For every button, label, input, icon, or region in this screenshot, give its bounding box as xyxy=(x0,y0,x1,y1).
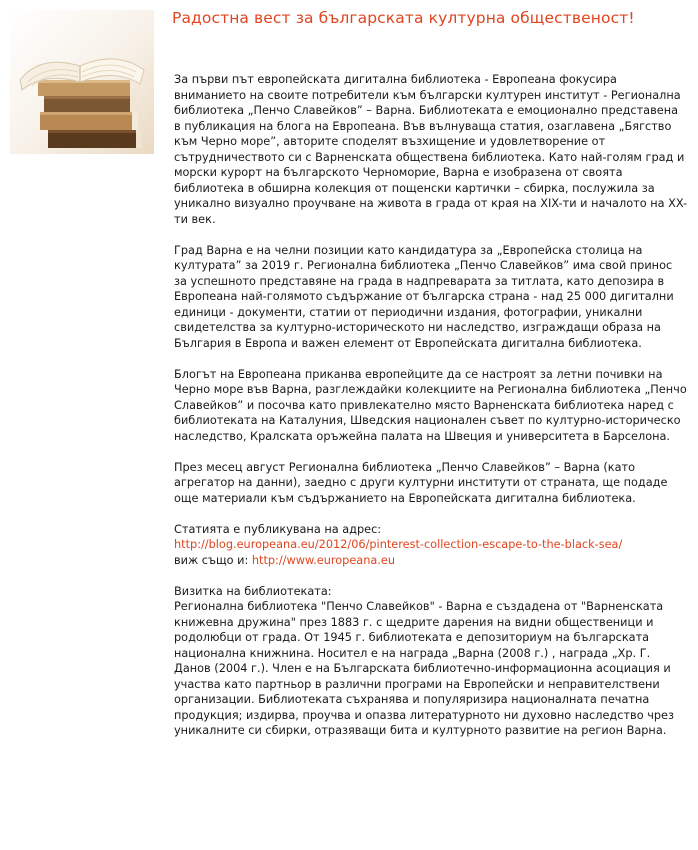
library-profile xyxy=(174,584,688,739)
article-paragraph: През месец август Регионална библиотека „Пенчо Славейков” – Варна (като агрегатор на данни), заедно с други културни институти от страната, ще подаде още материали към съдържанието на Европейската дигитална библиотека. xyxy=(174,460,668,505)
article-title: Радостна вест за българската културна общественост! xyxy=(172,9,635,27)
article-body xyxy=(174,72,688,754)
article-paragraph: За първи път европейската дигитална библиотека - Европеана фокусира вниманието на своите потребители към български културен институт - Регионална библиотека „Пенчо Славейков” – Варна. Библиотеката е емоционално представена в публикация на блога на Европеана. Във вълнуваща статия, озаглавена „Бягство към Черно море”, авторите споделят възхищение и удовлетворение от сътрудничеството си с Варненската обществена библиотека. Като най-голям град и морски курорт на българското Черноморие, Варна е изобразена от своята библиотека в обширна колекция от пощенски картички – сбирка, послужила за уникално визуално проучване на живота в града от края на XIX-ти и началото на XX-ти век. xyxy=(174,73,688,226)
article-paragraph: Блогът на Европеана приканва европейците да се настроят за летни почивки на Черно море във Варна, разглеждайки колекциите на Регионална библиотека „Пенчо Славейков” и посочва като привлекателно място Варненската библиотека наред с библиотеката на Каталуния, Шведския национален съвет по културно-историческо наследство, Кралската оръжейна палата на Швеция и университета в Барселона. xyxy=(174,367,687,443)
source-label: Статията е публикувана на адрес: xyxy=(174,522,382,536)
see-also-label: виж също и: xyxy=(174,553,249,567)
source-link[interactable]: http://blog.europeana.eu/2012/06/pinterest-collection-escape-to-the-black-sea/ xyxy=(174,538,623,551)
profile-heading: Визитка на библиотеката: xyxy=(174,584,332,598)
source-block xyxy=(174,522,688,569)
book-stack-icon xyxy=(10,10,154,154)
article-paragraph: Град Варна е на челни позиции като кандидатура за „Европейска столица на културата” за 2019 г. Регионална библиотека „Пенчо Славейков” има свой принос за успешното представяне на града в надпреварата за титлата, като депозира в Европеана най-голямото съдържание от българска страна - над 25 000 дигитални единици - документи, статии от периодични издания, фотографии, уникални свидетелства за културно-историческото ни наследство, изграждащи образа на България в Европа и важен елемент от Европейската дигитална библиотека. xyxy=(174,243,674,350)
europeana-link[interactable]: http://www.europeana.eu xyxy=(251,553,395,567)
profile-text: Регионална библиотека "Пенчо Славейков" - Варна е създадена от "Варненската книжевна дружина" през 1883 г. с щедрите дарения на видни общественици и родолюбци от града. От 1945 г. библиотеката е депозиториум на българската национална книжнина. Носител е на награда „Варна (2008 г.) , награда „Хр. Г. Данов (2004 г.). Член е на Българската библиотечно-информационна асоциация и участва като партньор в различни програми на Европейски и неправителствени организации. Библиотеката съхранява и популяризира националната печатна продукция; издирва, проучва и опазва литературното ни духовно наследство чрез уникалните си сбирки, отразяващи бита и културното развитие на регион Варна. xyxy=(174,600,674,737)
